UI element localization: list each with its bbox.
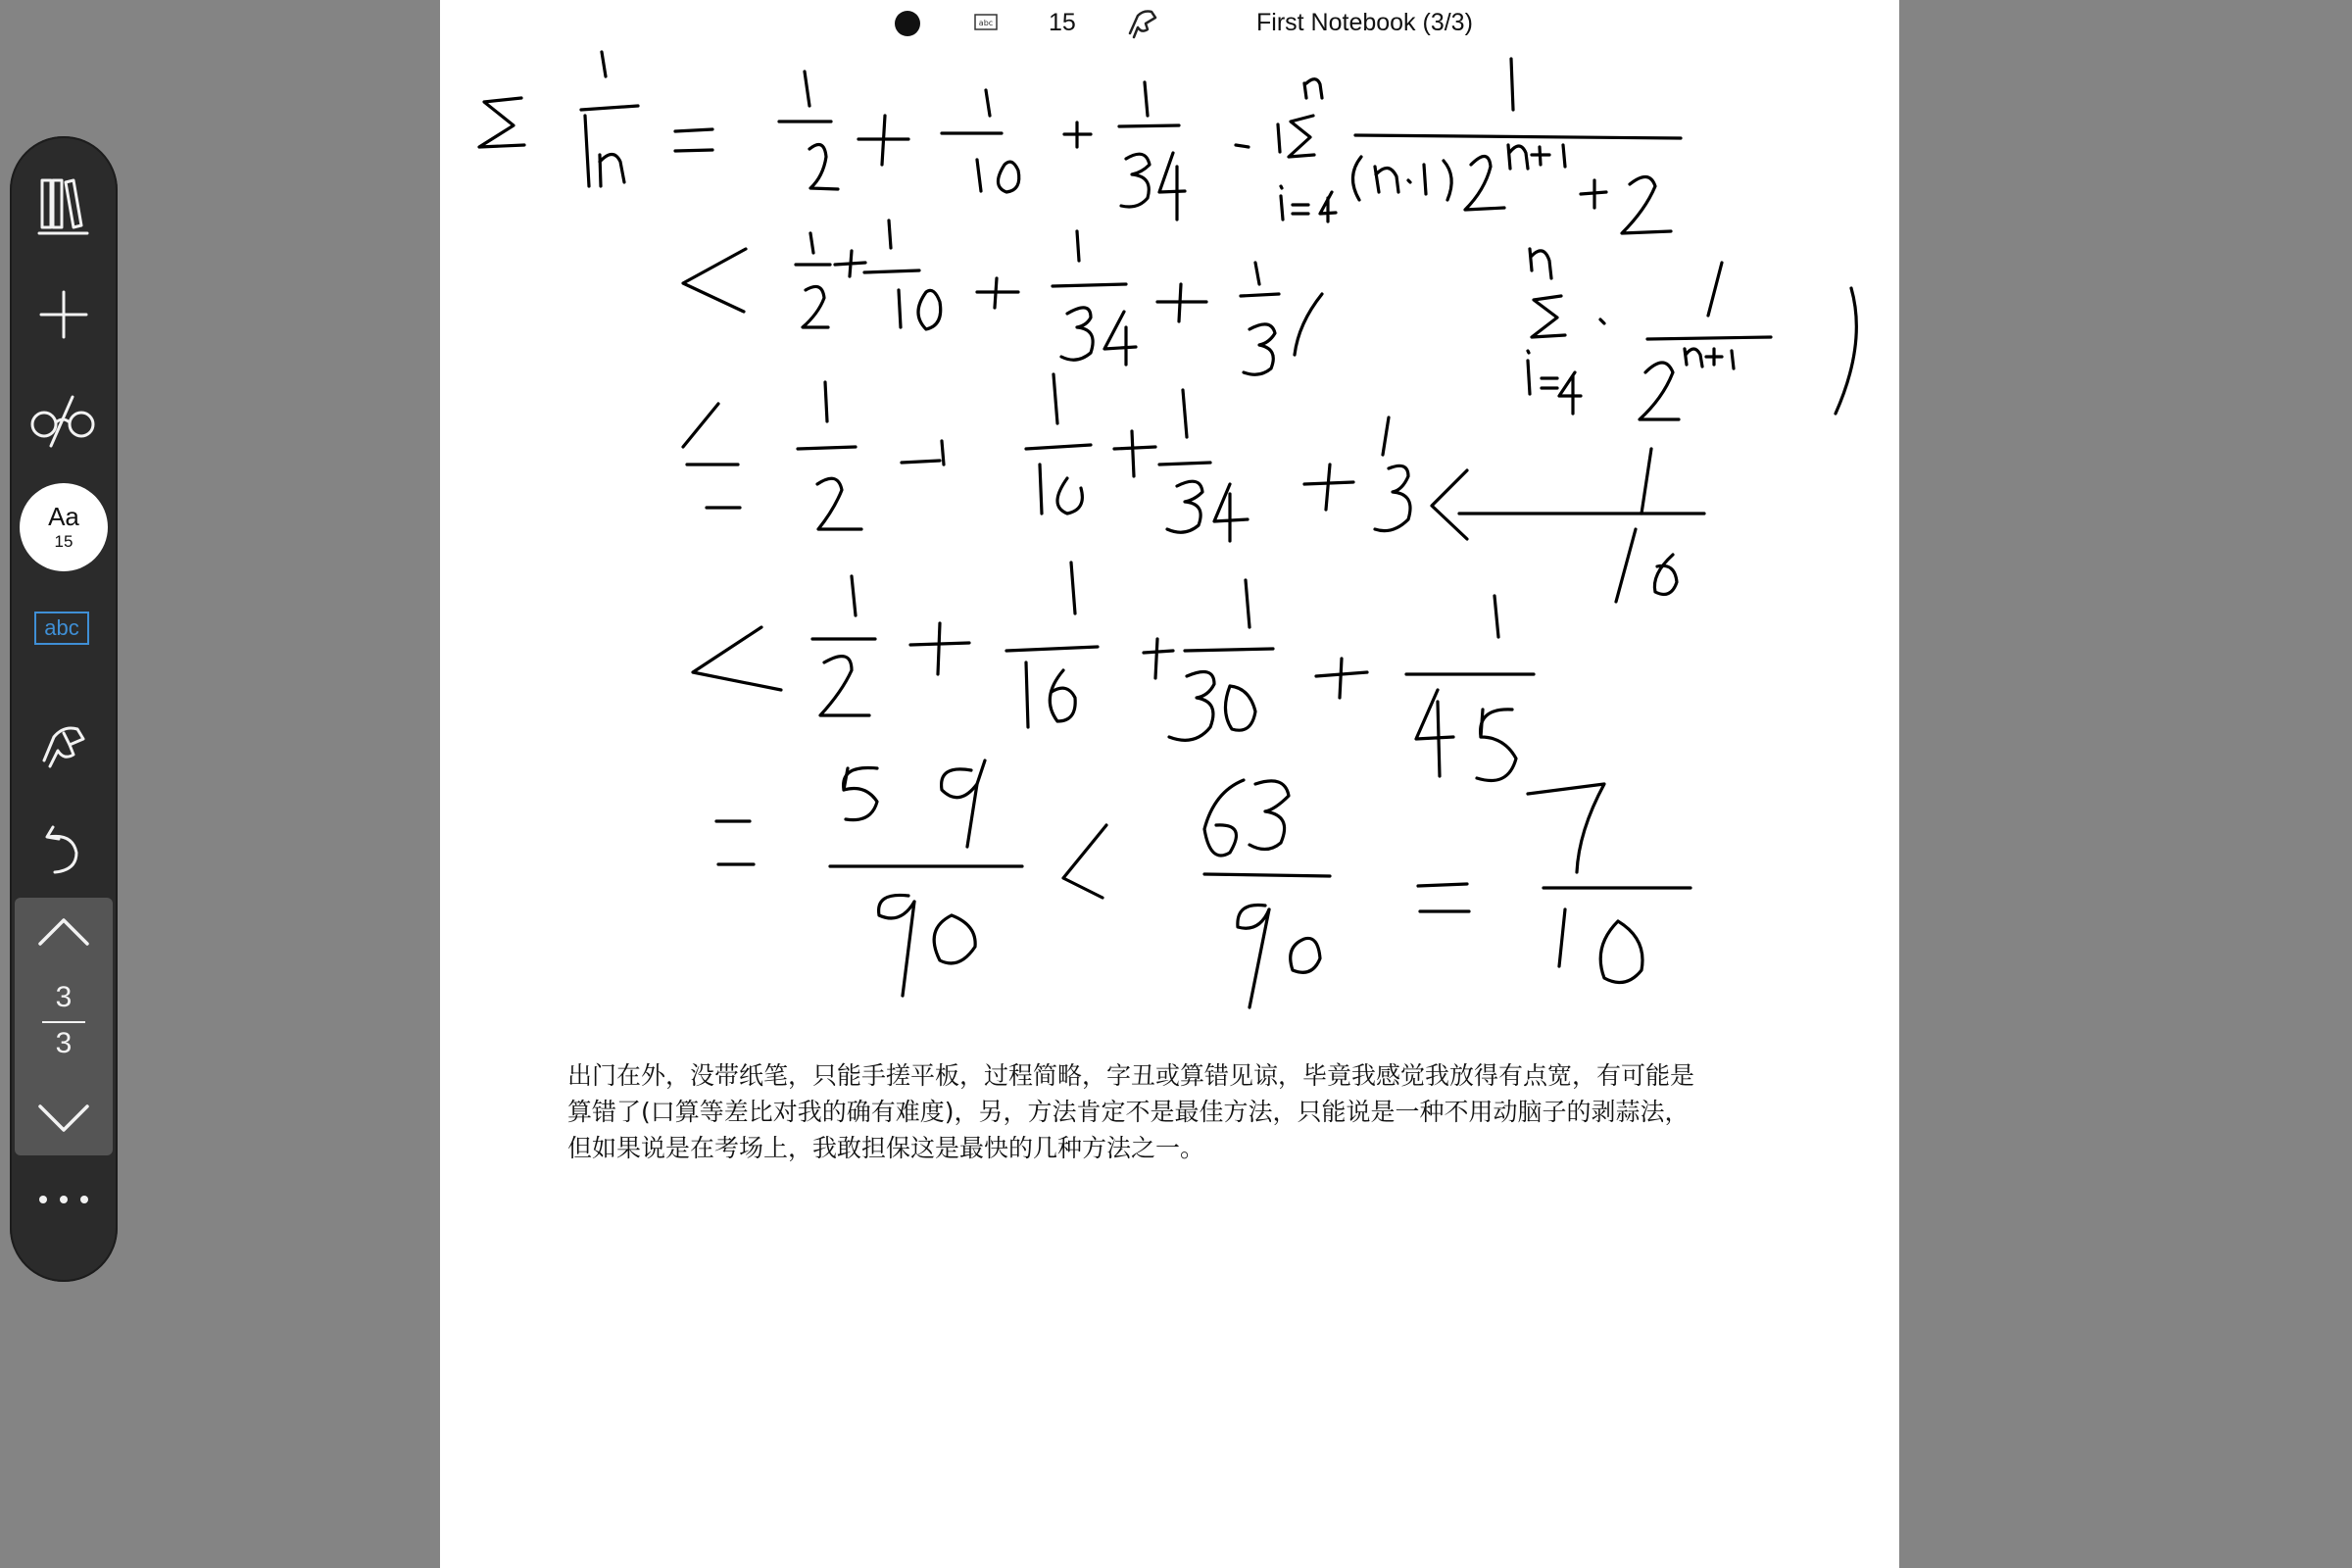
- notebook-page[interactable]: [440, 0, 1899, 1568]
- ink-row-2: [683, 220, 1856, 419]
- add-page-button[interactable]: [10, 270, 118, 359]
- pen-icon: [34, 711, 93, 770]
- ink-row-5: [716, 760, 1690, 1007]
- next-page-button[interactable]: [34, 1094, 93, 1143]
- read-mode-button[interactable]: [10, 376, 118, 465]
- typed-note[interactable]: [567, 1057, 1841, 1166]
- undo-button[interactable]: [10, 805, 118, 893]
- ink-row-4: [693, 563, 1534, 781]
- font-button[interactable]: [20, 483, 108, 571]
- more-icon: [39, 1196, 47, 1203]
- tool-sidebar: [10, 136, 118, 1282]
- text-mode-button[interactable]: abc: [34, 612, 89, 645]
- ink-row-1: [479, 52, 1681, 233]
- pen-size-value[interactable]: 15: [1049, 9, 1076, 36]
- add-icon: [37, 288, 90, 341]
- undo-icon: [39, 819, 88, 878]
- page-divider: [42, 1021, 85, 1023]
- note-line: 算错了(口算等差比对我的确有难度)，另，方法肯定不是最佳方法，只能说是一种不用动脑子的剥蒜法，: [567, 1098, 1690, 1126]
- more-options-button[interactable]: [10, 1180, 118, 1219]
- svg-text:abc: abc: [978, 19, 994, 27]
- page-navigator: [15, 898, 113, 1155]
- library-icon: [36, 174, 91, 237]
- chevron-up-icon: [36, 916, 91, 948]
- library-button[interactable]: [10, 162, 118, 250]
- note-line: 出门在外，没带纸笔，只能手搓平板，过程简略，字丑或算错见谅，毕竟我感觉我放得有点宽，有可能是: [567, 1061, 1695, 1090]
- font-icon: Aa: [48, 502, 79, 531]
- previous-page-button[interactable]: [34, 907, 93, 956]
- notebook-title: First Notebook (3/3): [1256, 9, 1473, 36]
- handwritten-math: [440, 0, 1899, 1039]
- total-pages: 3: [55, 1027, 73, 1059]
- font-size-label: 15: [54, 532, 74, 551]
- glasses-icon: [25, 391, 102, 450]
- ink-row-3: [683, 374, 1704, 602]
- current-page: 3: [55, 981, 73, 1013]
- more-icon: [80, 1196, 88, 1203]
- note-line: 但如果说是在考场上，我敢担保这是最快的几种方法之一。: [567, 1134, 1205, 1162]
- pen-tool-button[interactable]: [10, 697, 118, 785]
- more-icon: [60, 1196, 68, 1203]
- chevron-down-icon: [36, 1102, 91, 1134]
